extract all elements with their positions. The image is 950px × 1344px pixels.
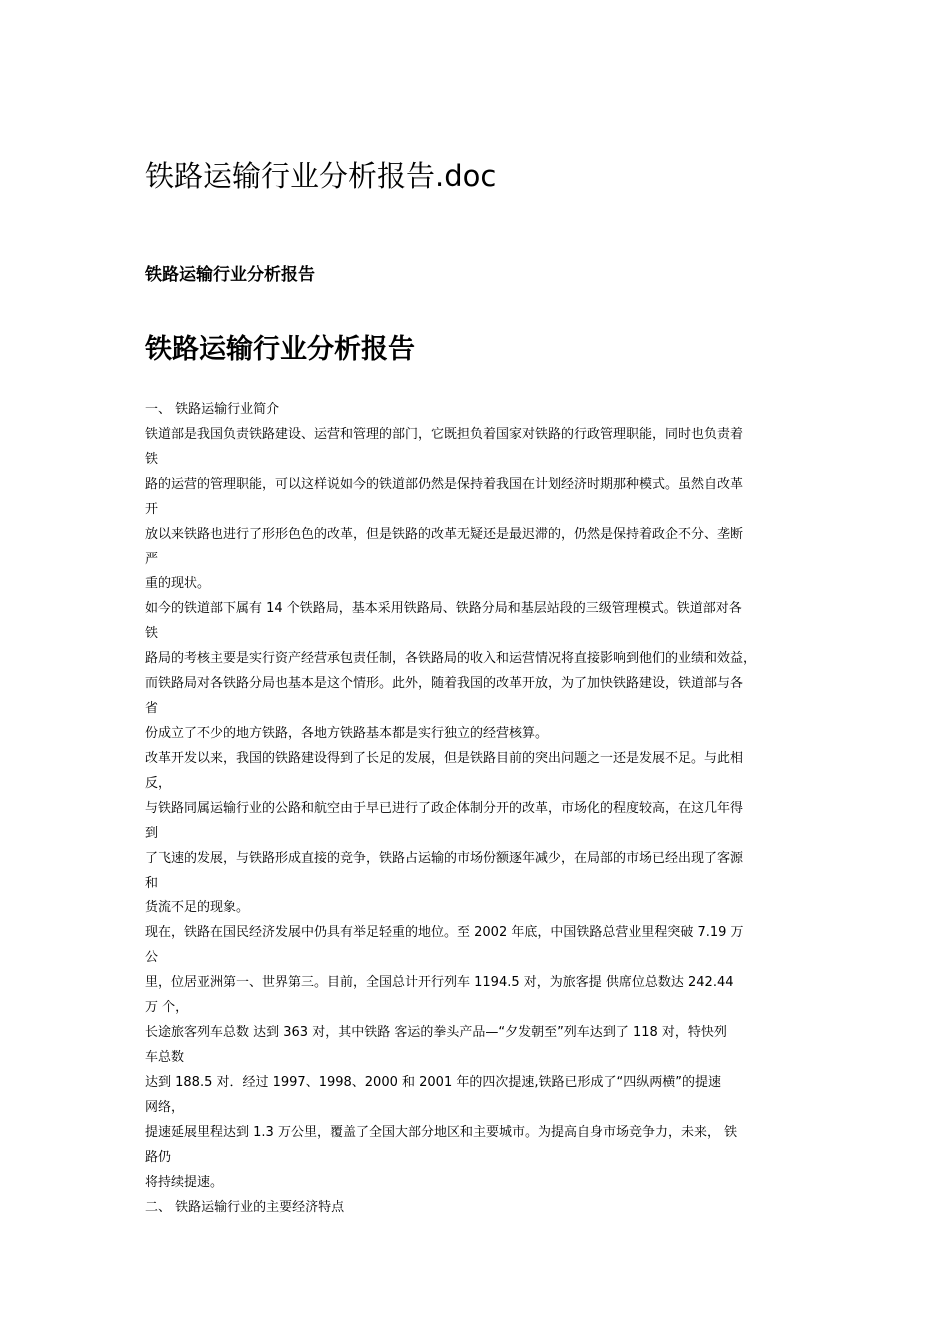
body-text-line: 将持续提速。 (145, 1174, 224, 1190)
report-body-text (145, 398, 825, 1220)
report-sub-heading: 铁路运输行业分析报告 (145, 265, 315, 285)
body-text-line: 网络， (145, 1099, 185, 1115)
body-text-line: 万 个， (145, 1000, 189, 1016)
body-text-line: 而铁路局对各铁路分局也基本是这个情形。此外，随着我国的改革开放，为了加快铁路建设，铁道部与各 (145, 676, 744, 692)
body-text-line: 铁道部是我国负责铁路建设、运营和管理的部门，它既担负着国家对铁路的行政管理职能，同时也负责着 (145, 426, 744, 442)
body-text-line: 改革开发以来，我国的铁路建设得到了长足的发展，但是铁路目前的突出问题之一还是发展不足。与此相 (145, 750, 744, 766)
body-text-line: 严 (145, 551, 159, 567)
body-text-line: 和 (145, 875, 159, 891)
body-text-line: 开 (145, 501, 159, 517)
body-text-line: 车总数 (145, 1049, 185, 1065)
body-text-line: 与铁路同属运输行业的公路和航空由于早已进行了政企体制分开的改革，市场化的程度较高，在这几年得 (145, 800, 744, 816)
body-text-line: 放以来铁路也进行了形形色色的改革，但是铁路的改革无疑还是最迟滞的，仍然是保持着政企不分、垄断 (145, 526, 744, 542)
body-text-line: 铁 (145, 626, 159, 642)
body-text-line: 一、 铁路运输行业简介 (145, 402, 280, 417)
body-text-line: 反， (145, 775, 172, 791)
document-file-title: 铁路运输行业分析报告.doc (145, 159, 497, 193)
body-text-line: 份成立了不少的地方铁路，各地方铁路基本都是实行独立的经营核算。 (145, 725, 549, 741)
body-text-line: 二、 铁路运输行业的主要经济特点 (145, 1199, 345, 1215)
report-main-heading: 铁路运输行业分析报告 (145, 334, 415, 365)
body-text-line: 长途旅客列车总数 达到 363 对，其中铁路 客运的拳头产品—“夕发朝至”列车达到了 118 对，特快列 (145, 1025, 727, 1041)
body-text-line: 公 (145, 950, 159, 966)
body-text-line: 路的运营的管理职能，可以这样说如今的铁道部仍然是保持着我国在计划经济时期那种模式。虽然自改革 (145, 476, 744, 492)
body-text-line: 提速延展里程达到 1.3 万公里，覆盖了全国大部分地区和主要城市。为提高自身市场竞争力，未来， 铁 (145, 1124, 738, 1140)
body-text-line: 货流不足的现象。 (145, 900, 250, 916)
body-text-line: 路局的考核主要是实行资产经营承包责任制，各铁路局的收入和运营情况将直接影响到他们的业绩和效益， (145, 651, 757, 667)
body-text-line: 达到 188.5 对．经过 1997、1998、2000 和 2001 年的四次提速,铁路已形成了“四纵两横”的提速 (145, 1074, 721, 1090)
body-text-line: 省 (145, 701, 159, 717)
body-text-line: 里，位居亚洲第一、世界第三。目前，全国总计开行列车 1194.5 对，为旅客提 供席位总数达 242.44 (145, 975, 734, 991)
body-text-line: 了飞速的发展，与铁路形成直接的竞争，铁路占运输的市场份额逐年减少，在局部的市场已经出现了客源 (145, 850, 744, 866)
body-text-line: 现在，铁路在国民经济发展中仍具有举足轻重的地位。至 2002 年底，中国铁路总营业里程突破 7.19 万 (145, 925, 744, 941)
body-text-line: 路仍 (145, 1149, 172, 1165)
body-text-line: 铁 (145, 451, 159, 467)
body-text-line: 到 (145, 825, 159, 841)
body-text-line: 重的现状。 (145, 576, 211, 592)
body-text-line: 如今的铁道部下属有 14 个铁路局，基本采用铁路局、铁路分局和基层站段的三级管理模式。铁道部对各 (145, 601, 742, 617)
